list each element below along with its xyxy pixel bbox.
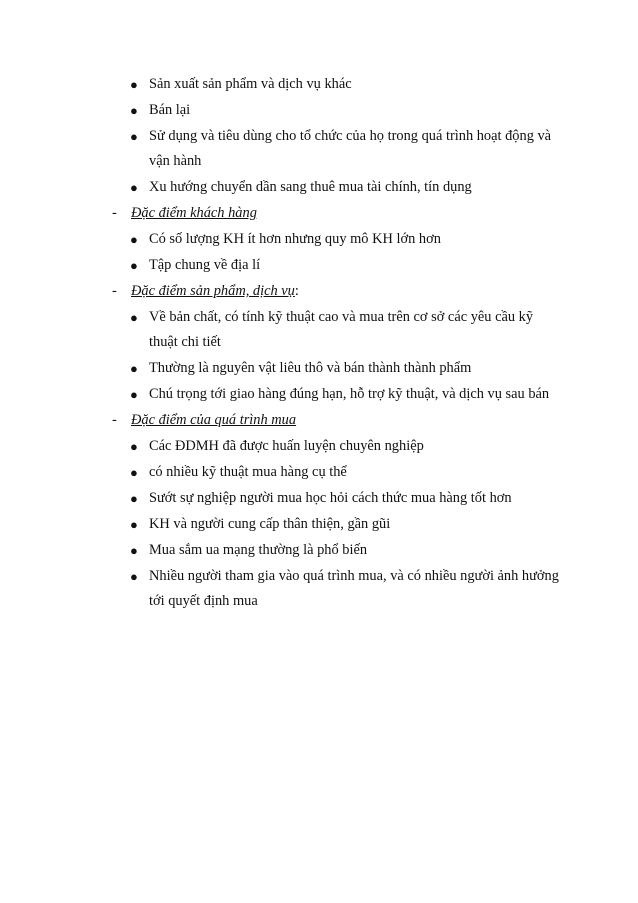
bullet-dot-icon: ● <box>130 77 138 92</box>
dash-marker: - <box>112 412 117 428</box>
section-heading-text: Đặc điểm của quá trình mua <box>131 412 297 428</box>
bullet-dot-icon: ● <box>130 129 138 144</box>
bullet-text: Sướt sự nghiệp người mua học hỏi cách thức mua hàng tốt hơn <box>149 490 512 506</box>
bullet-dot-icon: ● <box>130 465 138 480</box>
bullet-item <box>130 564 561 615</box>
bullet-text: có nhiều kỹ thuật mua hàng cụ thể <box>149 464 347 480</box>
bullet-item <box>130 72 561 98</box>
bullet-item <box>130 512 561 538</box>
bullet-text: Chú trọng tới giao hàng đúng hạn, hỗ trợ kỹ thuật, và dịch vụ sau bán <box>149 386 550 402</box>
bullet-text: Có số lượng KH ít hơn nhưng quy mô KH lớn hơn <box>149 231 441 247</box>
bullet-dot-icon: ● <box>130 232 138 247</box>
section-heading <box>112 279 561 305</box>
dash-marker: - <box>112 283 117 299</box>
bullet-item <box>130 227 561 253</box>
bullet-text: Nhiều người tham gia vào quá trình mua, và có nhiều người ảnh hưởng tới quyết định mua <box>149 568 559 609</box>
bullet-text: Mua sắm ua mạng thường là phổ biến <box>149 542 368 558</box>
bullet-item <box>130 175 561 201</box>
bullet-item <box>130 434 561 460</box>
bullet-dot-icon: ● <box>130 439 138 454</box>
bullet-dot-icon: ● <box>130 361 138 376</box>
bullet-dot-icon: ● <box>130 569 138 584</box>
section-heading <box>112 408 561 434</box>
bullet-text: Về bản chất, có tính kỹ thuật cao và mua trên cơ sở các yêu cầu kỹ thuật chi tiết <box>149 309 534 350</box>
section-heading-text: Đặc điểm khách hàng <box>131 205 257 221</box>
bullet-item <box>130 382 561 408</box>
bullet-dot-icon: ● <box>130 310 138 325</box>
section-heading <box>112 201 561 227</box>
bullet-item <box>130 305 561 356</box>
bullet-text: Xu hướng chuyển dần sang thuê mua tài chính, tín dụng <box>149 179 472 195</box>
bullet-item <box>130 253 561 279</box>
bullet-dot-icon: ● <box>130 258 138 273</box>
dash-marker: - <box>112 205 117 221</box>
bullet-text: Tập chung về địa lí <box>149 257 261 273</box>
section-heading-text: Đặc điểm sản phẩm, dịch vụ <box>131 283 295 299</box>
bullet-dot-icon: ● <box>130 387 138 402</box>
bullet-item <box>130 98 561 124</box>
bullet-item <box>130 460 561 486</box>
bullet-dot-icon: ● <box>130 543 138 558</box>
bullet-dot-icon: ● <box>130 180 138 195</box>
bullet-text: Thường là nguyên vật liêu thô và bán thành thành phẩm <box>149 360 472 376</box>
bullet-dot-icon: ● <box>130 491 138 506</box>
bullet-text: Bán lại <box>149 102 191 118</box>
document-body <box>0 72 638 615</box>
bullet-text: Sản xuất sản phẩm và dịch vụ khác <box>149 76 352 92</box>
bullet-dot-icon: ● <box>130 103 138 118</box>
bullet-text: KH và người cung cấp thân thiện, gần gũi <box>149 516 391 532</box>
bullet-item <box>130 356 561 382</box>
bullet-item <box>130 486 561 512</box>
section-heading-suffix: : <box>294 283 299 299</box>
bullet-dot-icon: ● <box>130 517 138 532</box>
bullet-item <box>130 124 561 175</box>
bullet-text: Các ĐDMH đã được huấn luyện chuyên nghiệp <box>149 438 424 454</box>
bullet-text: Sử dụng và tiêu dùng cho tổ chức của họ trong quá trình hoạt động và vận hành <box>149 128 552 169</box>
bullet-item <box>130 538 561 564</box>
